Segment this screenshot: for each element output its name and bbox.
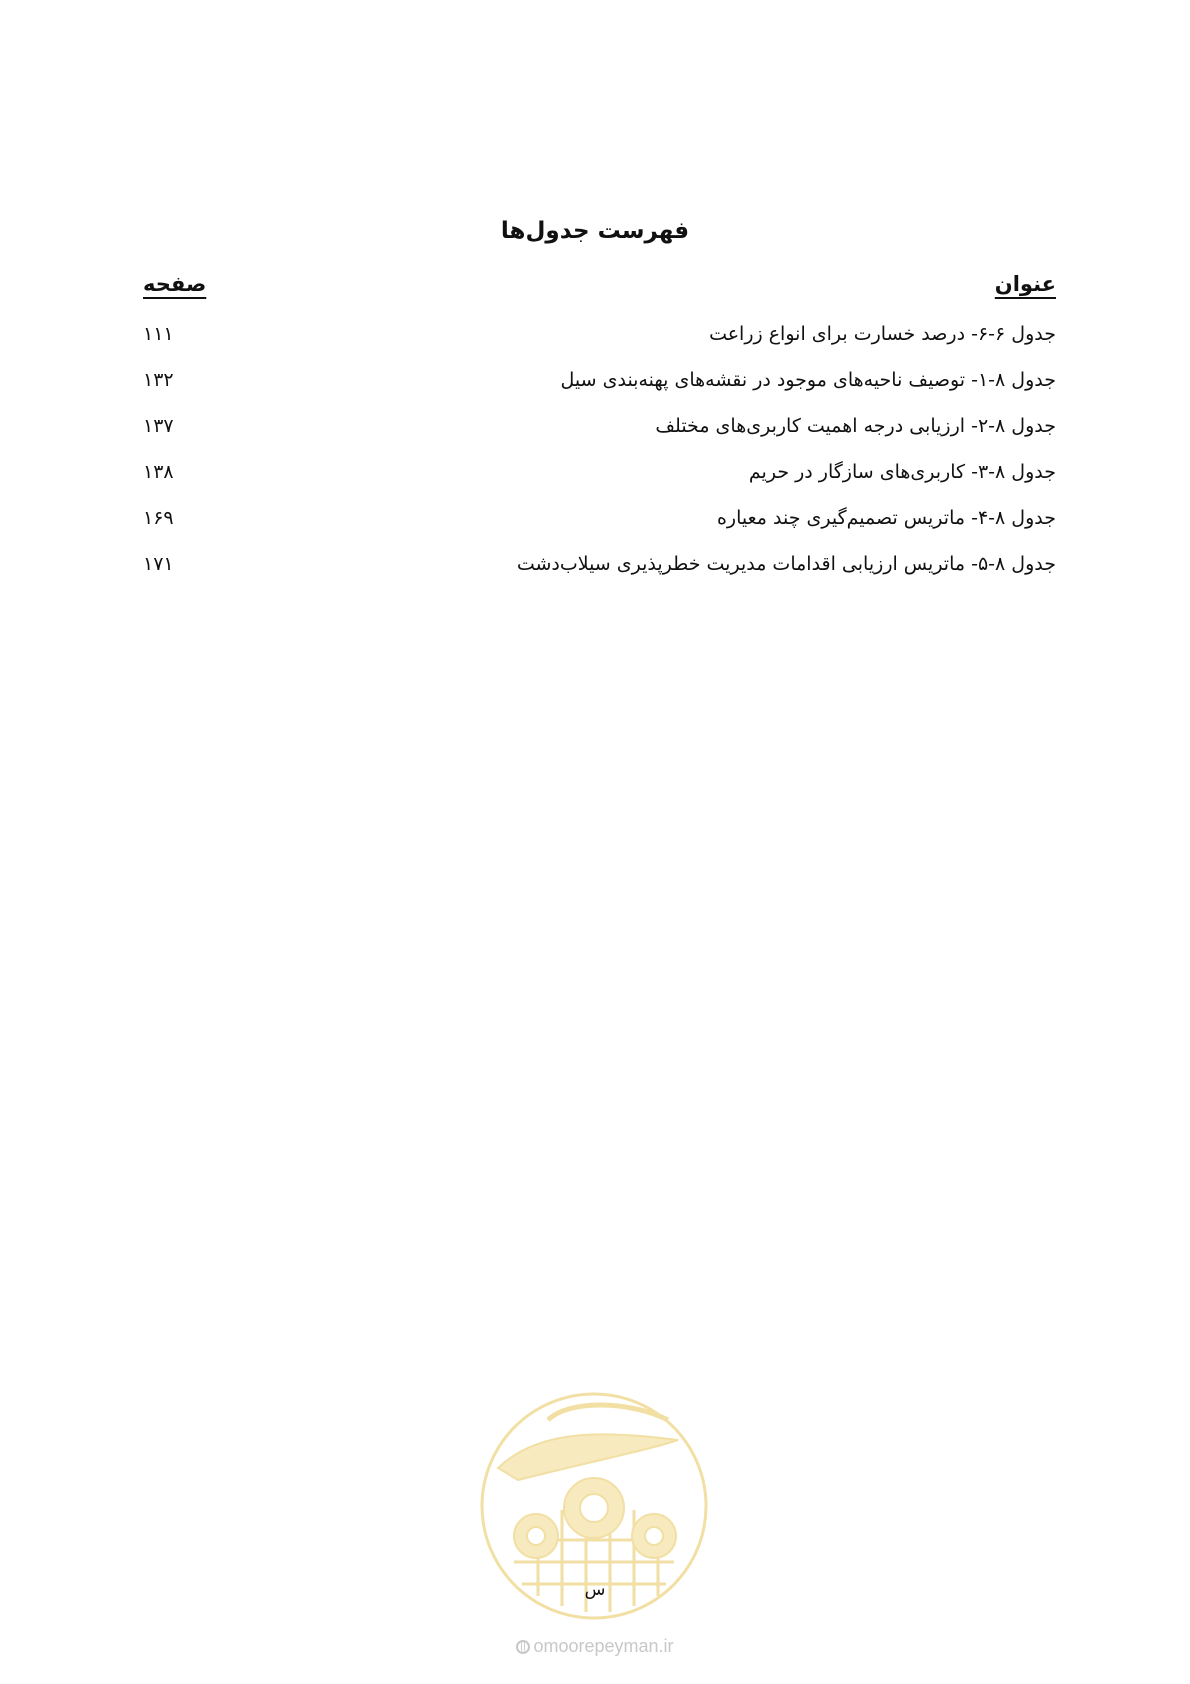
globe-icon: [516, 1640, 530, 1654]
table-of-tables: [143, 318, 1056, 594]
toc-entry-page: ۱۳۸: [143, 461, 174, 483]
toc-entry-page: ۱۶۹: [143, 507, 174, 529]
toc-entry-title: جدول ۸-۲- ارزیابی درجه اهمیت کاربری‌های مختلف: [655, 415, 1056, 437]
toc-entry[interactable]: [143, 318, 1056, 364]
toc-entry[interactable]: [143, 548, 1056, 594]
toc-entry[interactable]: [143, 364, 1056, 410]
toc-entry-page: ۱۱۱: [143, 323, 174, 345]
page-number: س: [584, 1580, 606, 1600]
watermark-site-text: omoorepeyman.ir: [533, 1636, 674, 1656]
toc-entry[interactable]: [143, 502, 1056, 548]
toc-entry-title: جدول ۸-۴- ماتریس تصمیم‌گیری چند معیاره: [716, 507, 1056, 529]
toc-entry-page: ۱۳۲: [143, 369, 174, 391]
toc-entry-title: جدول ۶-۶- درصد خسارت برای انواع زراعت: [709, 323, 1056, 345]
toc-entry-page: ۱۳۷: [143, 415, 174, 437]
toc-entry[interactable]: [143, 456, 1056, 502]
watermark-site: [0, 1636, 1190, 1657]
page-column-header: صفحه: [143, 272, 207, 296]
toc-entry-title: جدول ۸-۵- ماتریس ارزیابی اقدامات مدیریت خطرپذیری سیلاب‌دشت: [516, 553, 1056, 575]
toc-entry-page: ۱۷۱: [143, 553, 174, 575]
toc-entry-title: جدول ۸-۱- توصیف ناحیه‌های موجود در نقشه‌های پهنه‌بندی سیل: [560, 369, 1056, 391]
page-title: فهرست جدول‌ها: [500, 218, 690, 244]
toc-entry-title: جدول ۸-۳- کاربری‌های سازگار در حریم: [748, 461, 1056, 483]
toc-entry[interactable]: [143, 410, 1056, 456]
title-column-header: عنوان: [994, 272, 1056, 296]
